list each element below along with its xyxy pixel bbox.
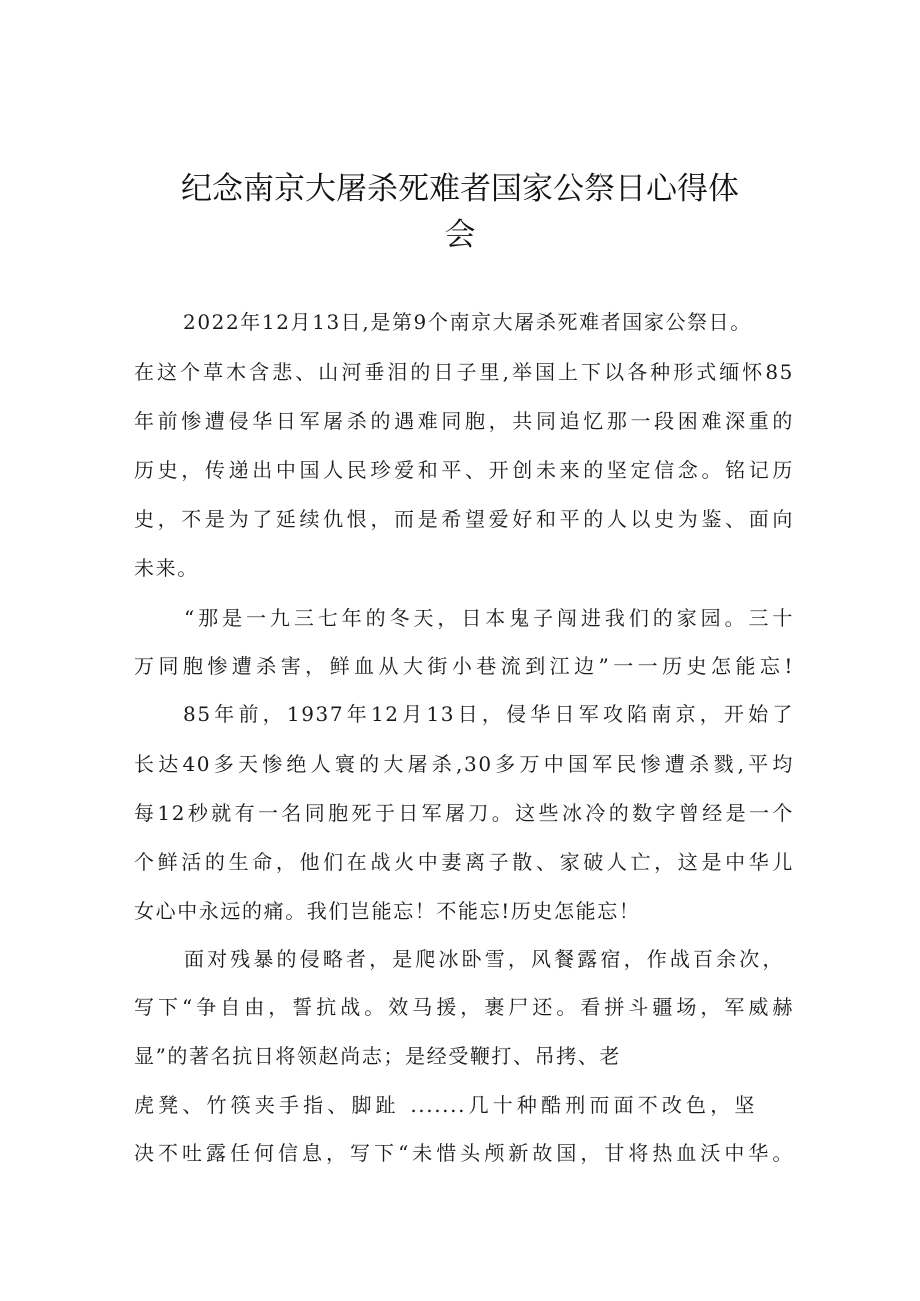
paragraph-line: 面对残暴的侵略者，是爬冰卧雪，风餐露宿，作战百余次， xyxy=(184,947,784,971)
paragraph-line: 长达40多天惨绝人寰的大屠杀,30多万中国军民惨遭杀戮,平均 xyxy=(134,752,794,776)
document-title-line-2: 会 xyxy=(444,217,476,253)
paragraph-line: 未来。 xyxy=(134,556,199,580)
paragraph-line: 万同胞惨遭杀害，鲜血从大街小巷流到江边”一一历史怎能忘! xyxy=(134,654,794,678)
paragraph-line: 女心中永远的痛。我们岂能忘！不能忘!历史怎能忘！ xyxy=(134,899,641,923)
paragraph-line: 85年前，1937年12月13日，侵华日军攻陷南京，开始了 xyxy=(183,702,794,726)
paragraph-line: 年前惨遭侵华日军屠杀的遇难同胞，共同追忆那一段困难深重的 xyxy=(134,409,794,433)
paragraph-line: 写下“争自由，誓抗战。效马援，裹尸还。看拼斗疆场，军威赫 xyxy=(134,995,794,1019)
paragraph-line: 决不吐露任何信息，写下“未惜头颅新故国，甘将热血沃中华。 xyxy=(134,1141,794,1165)
paragraph-line: 史，不是为了延续仇恨，而是希望爱好和平的人以史为鉴、面向 xyxy=(134,507,794,531)
paragraph-line: 显”的著名抗日将领赵尚志；是经受鞭打、吊拷、老 xyxy=(134,1044,622,1068)
paragraph-line: 每12秒就有一名同胞死于日军屠刀。这些冰冷的数字曾经是一个 xyxy=(134,801,794,825)
paragraph-line: 在这个草木含悲、山河垂泪的日子里,举国上下以各种形式缅怀85 xyxy=(134,360,794,384)
paragraph-line: “那是一九三七年的冬天，日本鬼子闯进我们的家园。三十 xyxy=(184,606,794,630)
paragraph-line: 虎凳、竹筷夹手指、脚趾 .......几十种酷刑而面不改色，坚 xyxy=(134,1093,756,1117)
paragraph-line: 2022年12月13日,是第9个南京大屠杀死难者国家公祭日。 xyxy=(183,310,752,334)
paragraph-line: 历史，传递出中国人民珍爱和平、开创未来的坚定信念。铭记历 xyxy=(134,458,794,482)
document-title-line-1: 纪念南京大屠杀死难者国家公祭日心得体 xyxy=(181,171,739,207)
paragraph-line: 个鲜活的生命，他们在战火中妻离子散、家破人亡，这是中华儿 xyxy=(134,850,794,874)
